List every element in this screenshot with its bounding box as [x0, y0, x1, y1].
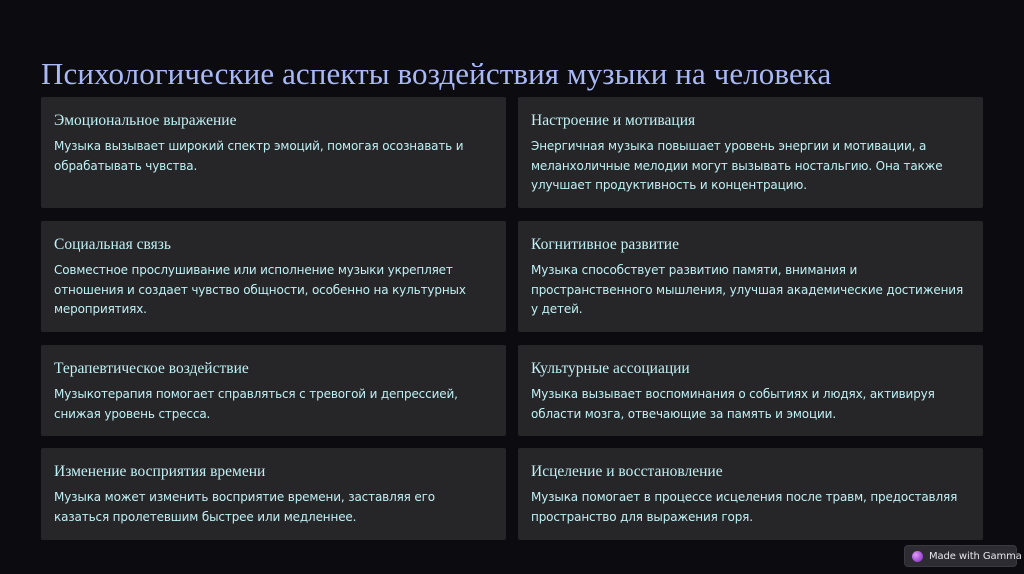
card-healing-recovery [518, 448, 983, 540]
card-emotional-expression [41, 97, 506, 208]
card-cultural-associations [518, 345, 983, 436]
card-title: Настроение и мотивация [531, 112, 696, 129]
card-title: Социальная связь [54, 236, 171, 253]
badge-label: Made with Gamma [929, 550, 1022, 562]
card-social-connection [41, 221, 506, 332]
page-title: Психологические аспекты воздействия музыки на человека [41, 55, 832, 91]
card-time-perception [41, 448, 506, 540]
card-title: Культурные ассоциации [531, 360, 690, 377]
card-title: Исцеление и восстановление [531, 463, 723, 480]
card-title: Эмоциональное выражение [54, 112, 237, 129]
card-title: Терапевтическое воздействие [54, 360, 249, 377]
card-text: Энергичная музыка повышает уровень энергии и мотивации, а меланхоличные мелодии могут вызывать ностальгию. Она также улучшает продуктивность и концентрацию. [531, 139, 943, 193]
card-text: Музыка вызывает широкий спектр эмоций, помогая осознавать и обрабатывать чувства. [54, 139, 464, 173]
card-text: Музыка помогает в процессе исцеления после травм, предоставляя пространство для выражения горя. [531, 490, 958, 524]
card-cognitive-development [518, 221, 983, 332]
card-text: Музыка вызывает воспоминания о событиях и людях, активируя области мозга, отвечающие за память и эмоции. [531, 387, 935, 421]
card-text: Музыка может изменить восприятие времени, заставляя его казаться пролетевшим быстрее или медленнее. [54, 490, 435, 524]
made-with-gamma-badge[interactable] [904, 545, 1022, 567]
gamma-logo-icon [912, 551, 923, 562]
card-title: Изменение восприятия времени [54, 463, 266, 480]
card-text: Совместное прослушивание или исполнение музыки укрепляет отношения и создает чувство общности, особенно на культурных мероприятиях. [54, 263, 466, 317]
card-therapeutic-effect [41, 345, 506, 436]
card-title: Когнитивное развитие [531, 236, 679, 253]
card-text: Музыкотерапия помогает справляться с тревогой и депрессией, снижая уровень стресса. [54, 387, 458, 421]
card-text: Музыка способствует развитию памяти, внимания и пространственного мышления, улучшая академические достижения у детей. [531, 263, 964, 317]
card-mood-motivation [518, 97, 983, 208]
